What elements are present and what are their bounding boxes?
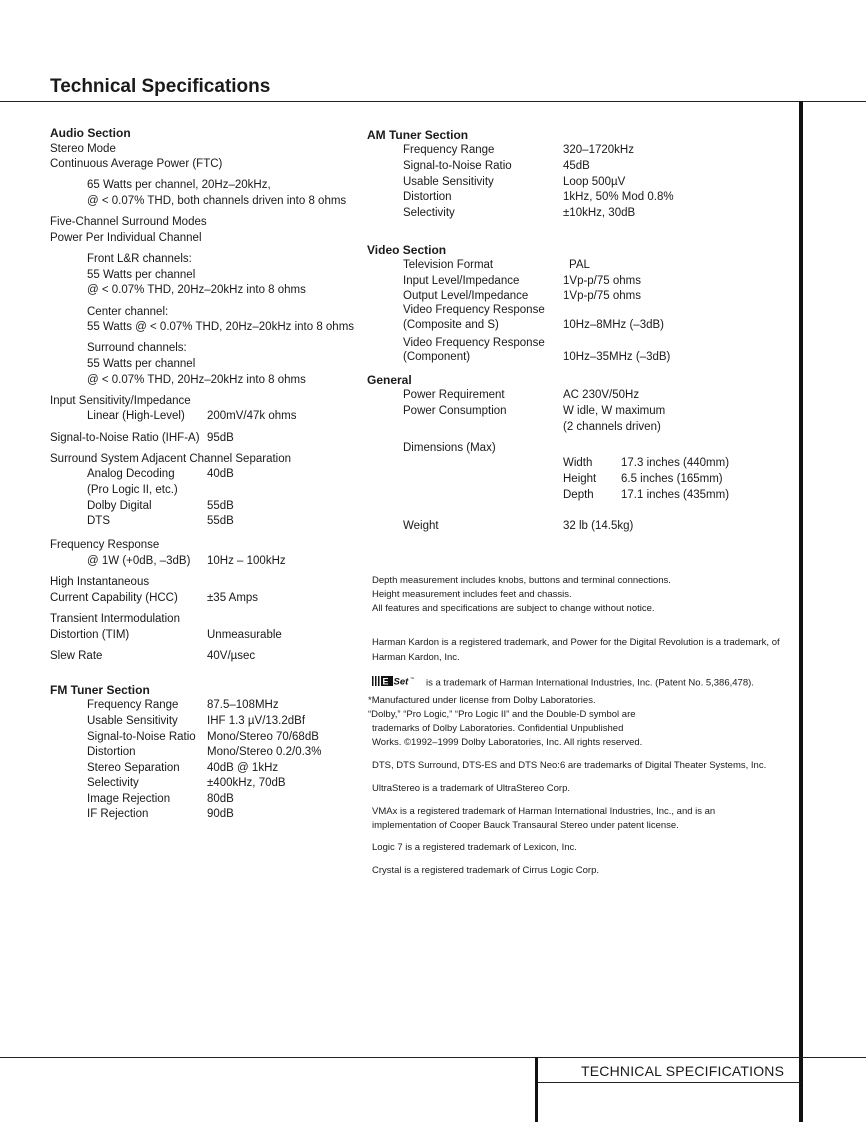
ultrastereo-note: UltraStereo is a trademark of UltraStereo Corp. bbox=[372, 783, 570, 794]
video-freq-composite-sub: (Composite and S) bbox=[403, 319, 499, 331]
fm-row-value: 80dB bbox=[207, 793, 234, 805]
width-label: Width bbox=[563, 457, 593, 469]
input-level-label: Input Level/Impedance bbox=[403, 275, 520, 287]
ezset-logo-icon bbox=[372, 675, 422, 691]
dolby-note-line4: Works. ©1992–1999 Dolby Laboratories, Inc. All rights reserved. bbox=[372, 737, 643, 748]
linear-label: Linear (High-Level) bbox=[87, 410, 185, 422]
video-heading: Video Section bbox=[367, 243, 447, 257]
harman-trademark-line1: Harman Kardon is a registered trademark, and Power for the Digital Revolution is a trademark, of bbox=[372, 637, 780, 648]
fm-row-value: 40dB @ 1kHz bbox=[207, 762, 279, 774]
five-channel-label: Five-Channel Surround Modes bbox=[50, 216, 207, 228]
input-level-value: 1Vp-p/75 ohms bbox=[563, 275, 641, 287]
am-row-label: Frequency Range bbox=[403, 144, 495, 156]
ezset-trademark-line bbox=[372, 675, 754, 691]
power-requirement-value: AC 230V/50Hz bbox=[563, 389, 640, 401]
analog-decoding-label: Analog Decoding bbox=[87, 468, 175, 480]
fm-row-value: IHF 1.3 µV/13.2dBf bbox=[207, 715, 306, 727]
video-freq-component-label: Video Frequency Response bbox=[403, 337, 545, 349]
top-rule bbox=[0, 101, 866, 102]
dimensions-label: Dimensions (Max) bbox=[403, 442, 496, 454]
change-note: All features and specifications are subject to change without notice. bbox=[372, 603, 655, 614]
weight-value: 32 lb (14.5kg) bbox=[563, 520, 634, 532]
power-consumption-sub: (2 channels driven) bbox=[563, 421, 661, 433]
fm-row-label: Selectivity bbox=[87, 777, 139, 789]
video-freq-component-value: 10Hz–35MHz (–3dB) bbox=[563, 351, 671, 363]
height-value: 6.5 inches (165mm) bbox=[621, 473, 723, 485]
footer-section-label: TECHNICAL SPECIFICATIONS bbox=[581, 1063, 785, 1079]
input-sensitivity-label: Input Sensitivity/Impedance bbox=[50, 395, 191, 407]
dts-trademark-note: DTS, DTS Surround, DTS-ES and DTS Neo:6 are trademarks of Digital Theater Systems, Inc. bbox=[372, 760, 767, 771]
logic7-note: Logic 7 is a registered trademark of Lexicon, Inc. bbox=[372, 842, 577, 853]
fm-row-label: Image Rejection bbox=[87, 793, 171, 805]
power-requirement-label: Power Requirement bbox=[403, 389, 505, 401]
hcc-label: Current Capability (HCC) bbox=[50, 592, 178, 604]
fm-row-label: Stereo Separation bbox=[87, 762, 180, 774]
hcc-value: ±35 Amps bbox=[207, 592, 259, 604]
center-channel-label: Center channel: bbox=[87, 306, 169, 318]
vmax-note-line2: implementation of Cooper Bauck Transaural Stereo under patent license. bbox=[372, 820, 679, 831]
am-row-value: Loop 500µV bbox=[563, 176, 626, 188]
fm-row-label: IF Rejection bbox=[87, 808, 149, 820]
center-channel-spec: 55 Watts @ < 0.07% THD, 20Hz–20kHz into 8 ohms bbox=[87, 321, 355, 333]
height-note: Height measurement includes feet and chassis. bbox=[372, 589, 572, 600]
video-freq-component-sub: (Component) bbox=[403, 351, 471, 363]
stereo-mode-label: Stereo Mode bbox=[50, 143, 116, 155]
front-lr-label: Front L&R channels: bbox=[87, 253, 192, 265]
snr-label: Signal-to-Noise Ratio (IHF-A) bbox=[50, 432, 200, 444]
right-margin-bar bbox=[799, 101, 803, 1122]
fm-row-value: Mono/Stereo 70/68dB bbox=[207, 731, 319, 743]
video-freq-composite-label: Video Frequency Response bbox=[403, 304, 545, 316]
front-watts-spec: 55 Watts per channel bbox=[87, 269, 196, 281]
am-row-value: 320–1720kHz bbox=[563, 144, 634, 156]
slew-rate-value: 40V/µsec bbox=[207, 650, 256, 662]
analog-decoding-value: 40dB bbox=[207, 468, 234, 480]
fm-row-label: Frequency Range bbox=[87, 699, 179, 711]
fm-row-value: 87.5–108MHz bbox=[207, 699, 279, 711]
am-row-label: Usable Sensitivity bbox=[403, 176, 494, 188]
power-per-channel-label: Power Per Individual Channel bbox=[50, 232, 202, 244]
fm-heading: FM Tuner Section bbox=[50, 683, 150, 697]
snr-value: 95dB bbox=[207, 432, 234, 444]
fm-row-value: 90dB bbox=[207, 808, 234, 820]
stereo-watts-spec: 65 Watts per channel, 20Hz–20kHz, bbox=[87, 179, 271, 191]
slew-rate-label: Slew Rate bbox=[50, 650, 103, 662]
surround-thd-spec: @ < 0.07% THD, 20Hz–20kHz into 8 ohms bbox=[87, 374, 306, 386]
vmax-note-line1: VMAx is a registered trademark of Harman International Industries, Inc., and is an bbox=[372, 806, 716, 817]
tim-label-line1: Transient Intermodulation bbox=[50, 613, 180, 625]
dts-label: DTS bbox=[87, 515, 110, 527]
power-consumption-label: Power Consumption bbox=[403, 405, 507, 417]
frequency-response-sub: @ 1W (+0dB, –3dB) bbox=[87, 555, 191, 567]
output-level-value: 1Vp-p/75 ohms bbox=[563, 290, 641, 302]
fm-row-label: Distortion bbox=[87, 746, 136, 758]
am-row-value: ±10kHz, 30dB bbox=[563, 207, 636, 219]
dolby-note-line2: “Dolby,” “Pro Logic,” “Pro Logic II” and the Double-D symbol are bbox=[368, 709, 636, 720]
stereo-thd-spec: @ < 0.07% THD, both channels driven into 8 ohms bbox=[87, 195, 347, 207]
am-row-value: 1kHz, 50% Mod 0.8% bbox=[563, 191, 674, 203]
crystal-note: Crystal is a registered trademark of Cirrus Logic Corp. bbox=[372, 865, 600, 876]
dolby-digital-value: 55dB bbox=[207, 500, 234, 512]
footer-underline bbox=[538, 1082, 801, 1083]
ezset-trademark-text: is a trademark of Harman International Industries, Inc. (Patent No. 5,386,478). bbox=[426, 677, 754, 689]
tv-format-value: PAL bbox=[569, 259, 590, 271]
am-row-label: Selectivity bbox=[403, 207, 455, 219]
depth-value: 17.1 inches (435mm) bbox=[621, 489, 730, 501]
tim-label: Distortion (TIM) bbox=[50, 629, 130, 641]
depth-note: Depth measurement includes knobs, buttons and terminal connections. bbox=[372, 575, 671, 586]
harman-trademark-line2: Harman Kardon, Inc. bbox=[372, 652, 460, 663]
output-level-label: Output Level/Impedance bbox=[403, 290, 529, 302]
frequency-response-value: 10Hz – 100kHz bbox=[207, 555, 286, 567]
dolby-note-line3: trademarks of Dolby Laboratories. Confidential Unpublished bbox=[372, 723, 624, 734]
am-row-value: 45dB bbox=[563, 160, 590, 172]
svg-text:E: E bbox=[382, 676, 389, 687]
tv-format-label: Television Format bbox=[403, 259, 494, 271]
bottom-rule bbox=[0, 1057, 866, 1058]
surround-channels-label: Surround channels: bbox=[87, 342, 187, 354]
page-title: Technical Specifications bbox=[50, 76, 271, 97]
footer-divider-bar bbox=[535, 1057, 538, 1122]
am-heading: AM Tuner Section bbox=[367, 128, 469, 142]
general-heading: General bbox=[367, 373, 412, 387]
weight-label: Weight bbox=[403, 520, 439, 532]
svg-text:Set: Set bbox=[393, 676, 409, 687]
dolby-note-line1: *Manufactured under license from Dolby Laboratories. bbox=[368, 695, 596, 706]
front-thd-spec: @ < 0.07% THD, 20Hz–20kHz into 8 ohms bbox=[87, 284, 306, 296]
power-consumption-value: W idle, W maximum bbox=[563, 405, 666, 417]
svg-text:™: ™ bbox=[410, 676, 414, 681]
high-instantaneous-label: High Instantaneous bbox=[50, 576, 150, 588]
separation-label: Surround System Adjacent Channel Separation bbox=[50, 453, 292, 465]
continuous-power-label: Continuous Average Power (FTC) bbox=[50, 158, 223, 170]
surround-watts-spec: 55 Watts per channel bbox=[87, 358, 196, 370]
am-row-label: Distortion bbox=[403, 191, 452, 203]
dts-value: 55dB bbox=[207, 515, 234, 527]
dolby-digital-label: Dolby Digital bbox=[87, 500, 152, 512]
tim-value: Unmeasurable bbox=[207, 629, 282, 641]
pro-logic-label: (Pro Logic II, etc.) bbox=[87, 484, 178, 496]
fm-row-value: Mono/Stereo 0.2/0.3% bbox=[207, 746, 322, 758]
fm-row-value: ±400kHz, 70dB bbox=[207, 777, 286, 789]
depth-label: Depth bbox=[563, 489, 594, 501]
linear-value: 200mV/47k ohms bbox=[207, 410, 297, 422]
width-value: 17.3 inches (440mm) bbox=[621, 457, 730, 469]
am-row-label: Signal-to-Noise Ratio bbox=[403, 160, 512, 172]
frequency-response-label: Frequency Response bbox=[50, 539, 160, 551]
video-freq-composite-value: 10Hz–8MHz (–3dB) bbox=[563, 319, 664, 331]
fm-row-label: Usable Sensitivity bbox=[87, 715, 178, 727]
fm-row-label: Signal-to-Noise Ratio bbox=[87, 731, 196, 743]
height-label: Height bbox=[563, 473, 597, 485]
audio-heading: Audio Section bbox=[50, 126, 131, 140]
